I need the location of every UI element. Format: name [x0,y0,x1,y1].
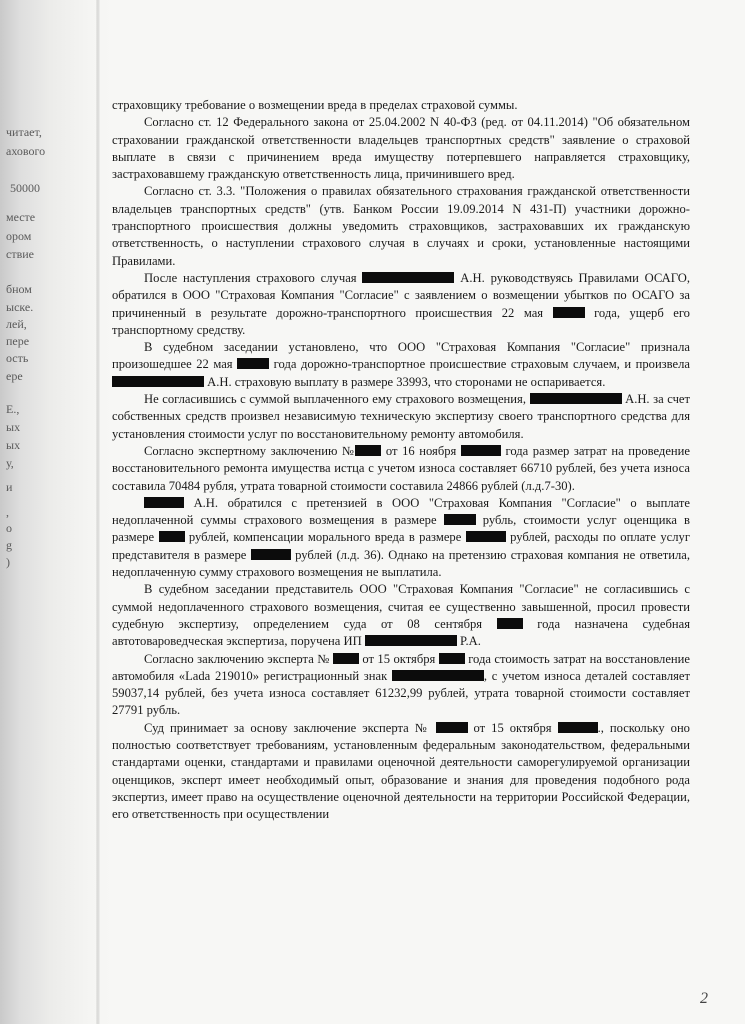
margin-fragment: Е., [6,402,20,416]
redaction-mark [436,722,468,733]
redaction-mark [461,445,501,456]
redaction-mark [365,635,457,646]
paragraph-2: Согласно ст. 12 Федерального закона от 25.04.2002 N 40-ФЗ (ред. от 04.11.2014) "Об обязательном страховании гражданской ответственности владельцев транспортных средств" заявление о страховой выплате в связи с причинением вреда имуществу потерпевшего направляется страховщику, застраховавшему гражданскую ответственность лица, причинившего вред. [112,115,690,182]
margin-fragment: , [6,505,9,519]
redaction-mark [237,358,269,369]
redaction-mark [466,531,506,542]
redaction-mark [553,307,585,318]
margin-fragment: бном [6,282,32,296]
page-number: 2 [700,990,708,1007]
paragraph-3: Согласно ст. 3.3. "Положения о правилах обязательного страхования гражданской ответственности владельцев транспортных средств" (утв. Банком России 19.09.2014 N 431-П) участники дорожно-транспортного происшествия должны уведомить страховщиков, застраховавших их гражданскую ответственность, о наступлении страхового случая в случаях и сроки, установленные настоящими Правилами. [112,184,690,268]
redaction-mark [392,670,484,681]
margin-fragment: ых [6,420,21,434]
redaction-mark [355,445,381,456]
redaction-mark [362,272,454,283]
paragraph-9: В судебном заседании представитель ООО "Страховая Компания "Согласие" не согласившись с суммой недоплаченного страхового возмещения, считая ее существенно завышенной, просил провести судебную экспертизу, определением суда от 08 сентября года назначена судебная автотовароведческая экспертиза, поручена ИП Р.А. [112,582,690,649]
paragraph-10: Согласно заключению эксперта № от 15 октября года стоимость затрат на восстановление автомобиля «Lada 219010» регистрационный знак , с учетом износа деталей составляет 59037,14 рублей, без учета износа составляет 61232,99 рублей, утрата товарной стоимости составляет 27791 рубль. [112,651,691,718]
redaction-mark [333,653,359,664]
paragraph-6: Не согласившись с суммой выплаченного ему страхового возмещения, А.Н. за счет собственных средств произвел независимую техническую экспертизу своего транспортного средства для установления стоимости услуг по восстановительному ремонту автомобиля. [112,392,691,441]
margin-fragment: читает, [6,125,42,139]
redaction-mark [159,531,185,542]
redaction-mark [439,653,465,664]
paragraph-1: страховщику требование о возмещении вреда в пределах страховой суммы. [112,98,518,112]
redaction-mark [530,393,622,404]
previous-page-margin-fragments [0,0,70,1024]
redaction-mark [112,376,204,387]
margin-fragment: ых [6,438,21,452]
page-fold-line [96,0,100,1024]
paragraph-11: Суд принимает за основу заключение эксперта № от 15 октября ., поскольку оно полностью соответствует требованиям, установленным федеральным законодательством, федеральными стандартами оценки, стандартами и правилами оценочной деятельности саморегулируемой организации оценщиков, эксперт имеет необходимый опыт, образование и знания для проведения подобного рода экспертиз, имеет право на осуществление оценочной деятельности на территории Российской Федерации, его ответственность при осуществлении [112,720,690,822]
margin-fragment: и [6,480,13,494]
margin-fragment: месте [6,210,36,224]
redaction-mark [497,618,523,629]
margin-fragment: ором [6,229,32,243]
paragraph-7: Согласно экспертному заключению № от 16 ноября года размер затрат на проведение восстановительного ремонта имущества истца с учетом износа составляет 66710 рублей, без учета износа составила 70484 рубля, утрата товарной стоимости составила 24866 рублей (л.д.7-30). [112,443,690,493]
margin-fragment: ствие [6,247,34,261]
margin-fragment: ыске. [6,300,34,314]
paragraph-8: А.Н. обратился с претензией в ООО "Страховая Компания "Согласие" о выплате недоплаченной суммы страхового возмещения в размере рубль, стоимости услуг оценщика в размере рублей, компенсации морального вреда в размере рублей, расходы по оплате услуг представителя в размере рублей (л.д. 36). Однако на претензию страховая компания не ответила, недоплаченную сумму страхового возмещения не выплатила. [112,495,691,580]
margin-fragment: g [6,538,12,552]
margin-fragment: ере [6,369,23,383]
margin-fragment: 50000 [10,181,40,195]
margin-fragment: лей, [6,317,27,331]
paragraph-4: После наступления страхового случая А.Н. руководствуясь Правилами ОСАГО, обратился в ООО "Страховая Компания "Согласие" с заявлением о возмещении убытков по ОСАГО за причиненный в результате дорожно-транспортного происшествия 22 мая года, ущерб его транспортному средству. [112,270,690,337]
margin-fragment: у, [6,456,14,470]
margin-fragment: о [6,521,12,535]
paragraph-5: В судебном заседании установлено, что ООО "Страховая Компания "Согласие" признала произошедшее 22 мая года дорожно-транспортное происшествие страховым случаем, и произвела А.Н. страховую выплату в размере 33993, что сторонами не оспаривается. [112,340,690,389]
redaction-mark [558,722,598,733]
margin-fragment: пере [6,334,30,348]
redaction-mark [444,514,476,525]
margin-fragment: ) [6,555,10,569]
document-body [112,97,690,823]
margin-fragment: ахового [6,144,46,158]
margin-fragment: ость [6,351,29,365]
redaction-mark [251,549,291,560]
redaction-mark [144,497,184,508]
